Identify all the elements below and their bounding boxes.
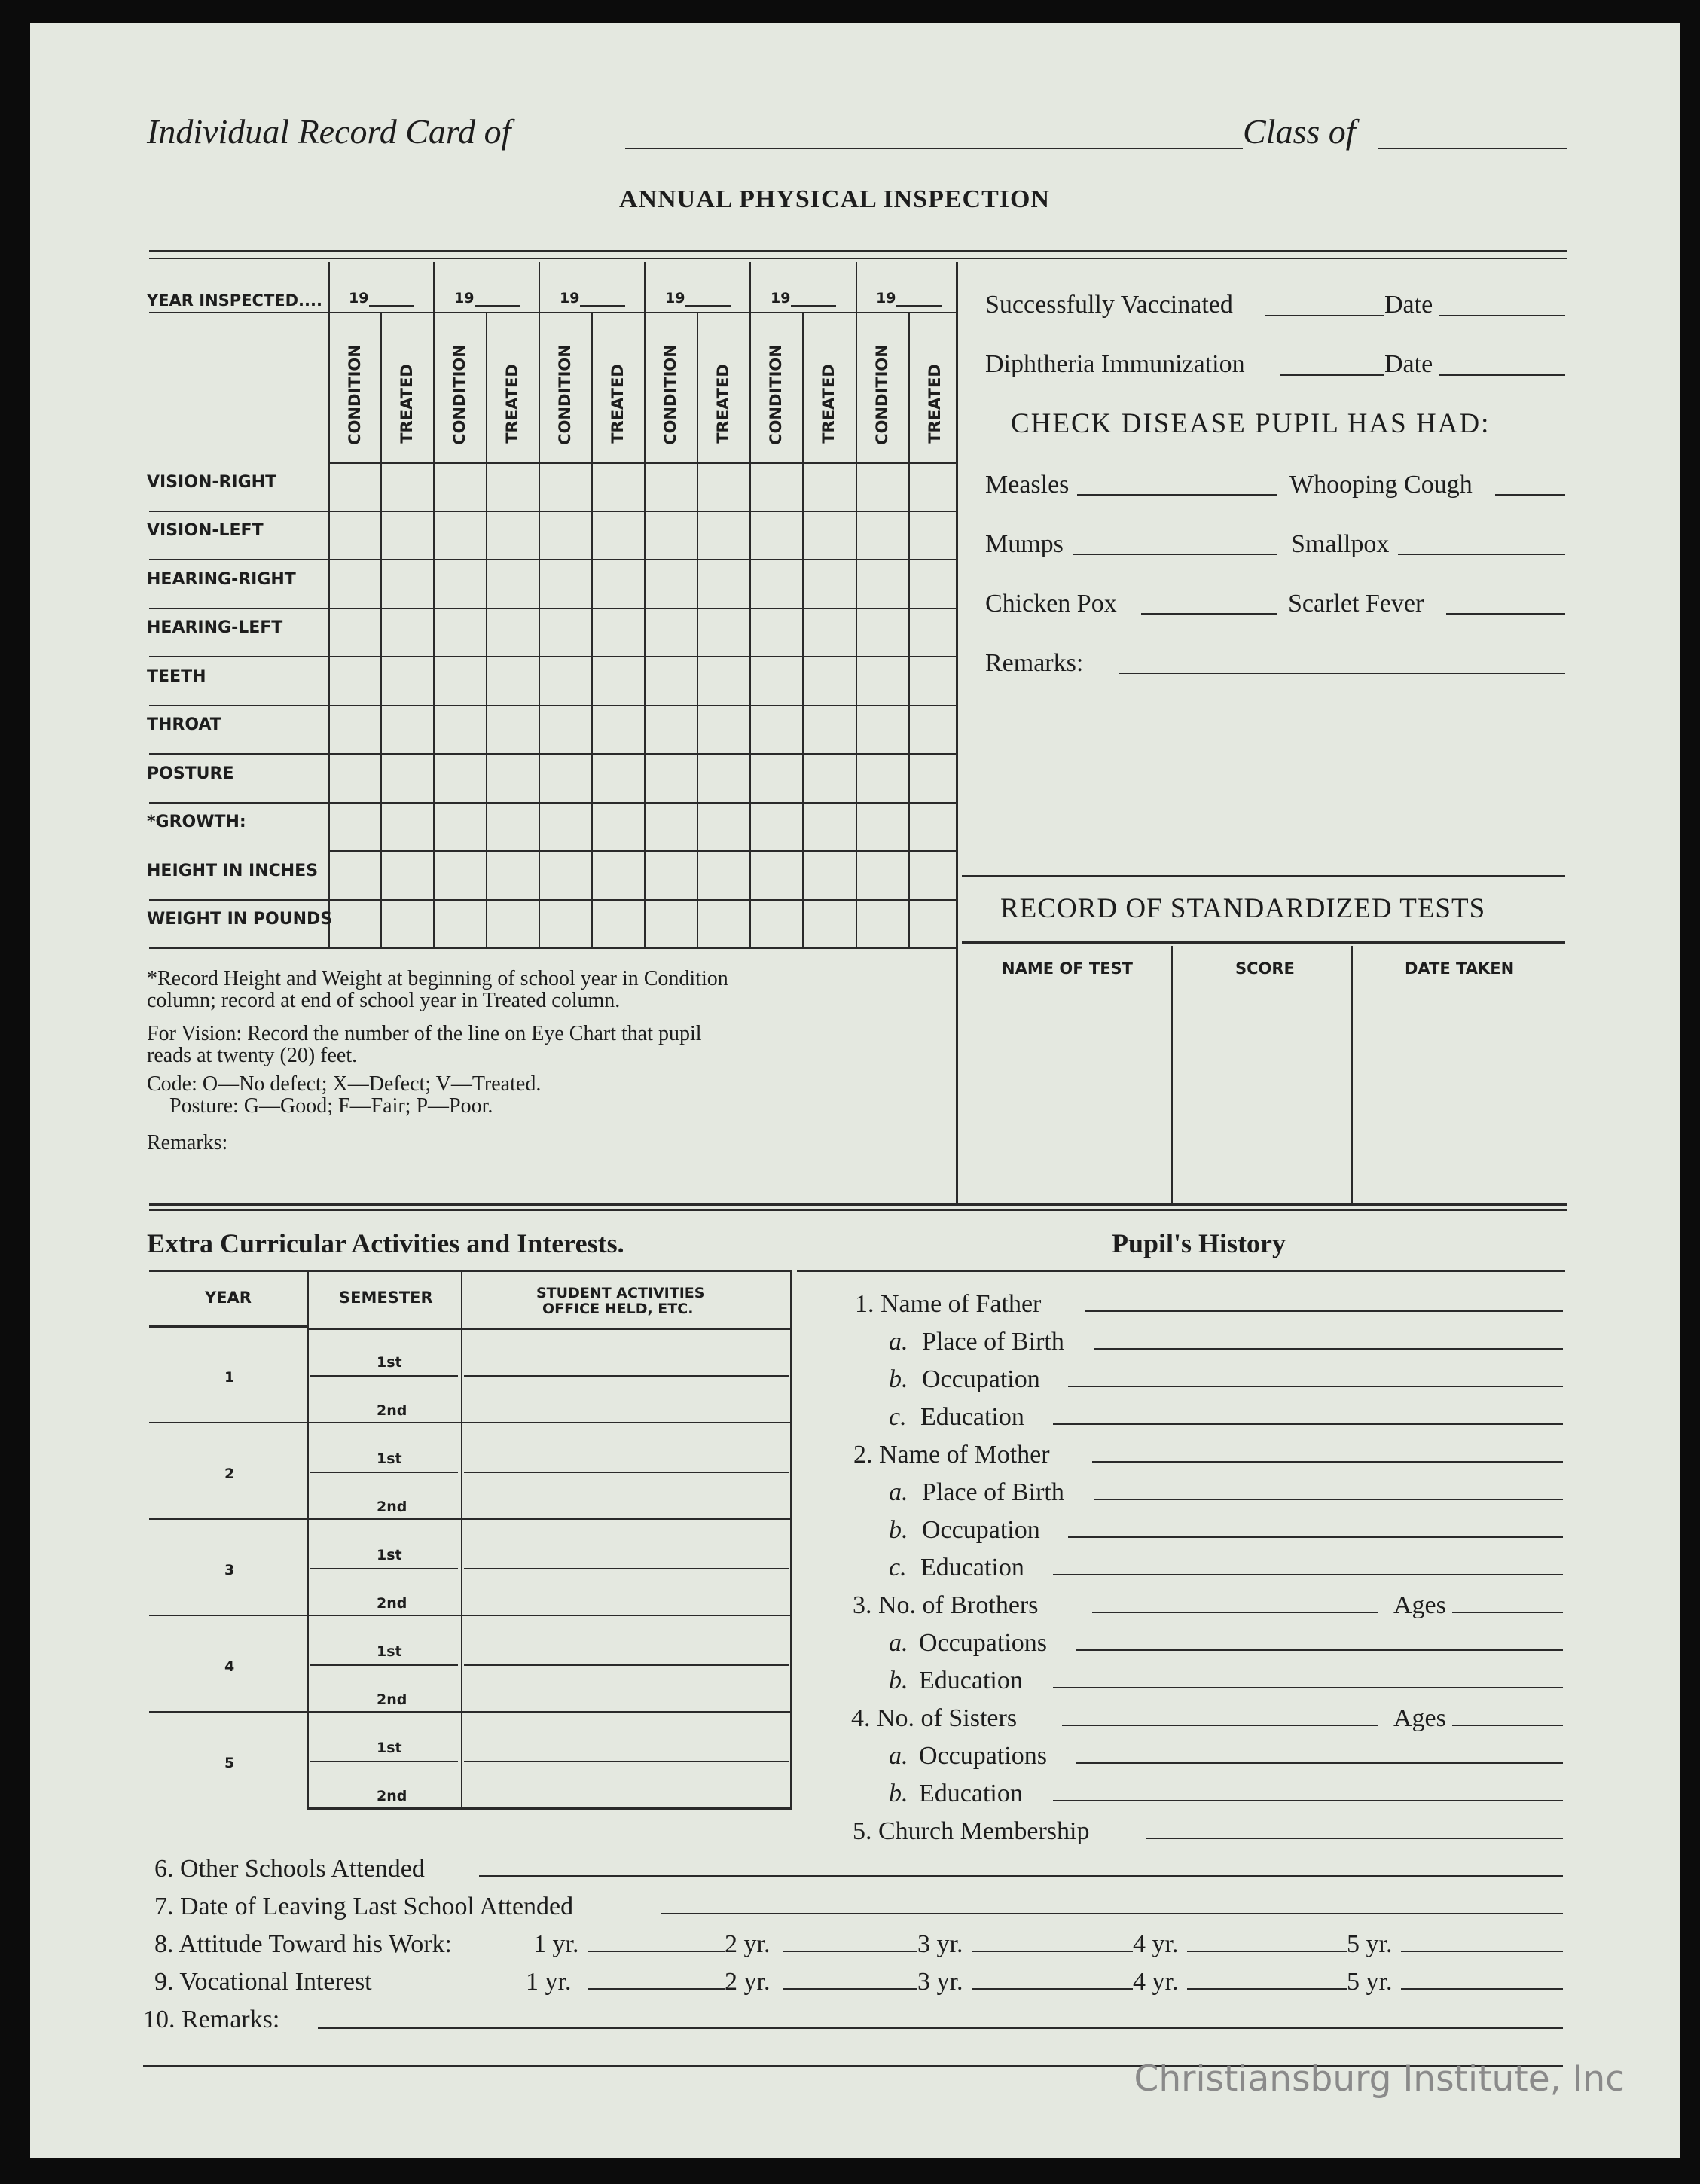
year-19-2: 19: [454, 290, 475, 307]
col-treated-3: TREATED: [609, 364, 627, 444]
activity-year-5: 5: [224, 1755, 235, 1771]
activity-field[interactable]: [464, 1664, 789, 1666]
measles-label: Measles: [985, 471, 1070, 499]
vaccinated-date-label: Date: [1384, 291, 1433, 319]
activities-vline: [790, 1271, 792, 1807]
activities-top-rule: [149, 1270, 792, 1272]
year-19-6: 19: [876, 290, 896, 307]
sem-rule: [310, 1375, 458, 1377]
other-schools-label: 6. Other Schools Attended: [154, 1855, 425, 1883]
grid-remarks-label: Remarks:: [147, 1131, 228, 1155]
diphtheria-date-label: Date: [1384, 350, 1433, 378]
health-remarks-field[interactable]: [1119, 673, 1565, 674]
grid-vline: [433, 262, 435, 947]
top-rule-2: [149, 258, 1567, 259]
father-education-label: Education: [920, 1403, 1024, 1431]
activity-sem-2nd: 2nd: [377, 1788, 407, 1804]
tests-header-rule: [962, 941, 1565, 944]
growth-note-line-2: column; record at end of school year in Treated column.: [147, 989, 621, 1012]
activity-sem-1st: 1st: [377, 1354, 402, 1371]
growth-note-line-1: *Record Height and Weight at beginning of school year in Condition: [147, 967, 728, 990]
attitude-2yr-field[interactable]: [783, 1951, 917, 1952]
activities-col-year: YEAR: [205, 1289, 252, 1307]
col-treated-1: TREATED: [398, 364, 416, 444]
tests-vline: [1351, 946, 1353, 1205]
year-field-3[interactable]: [580, 305, 625, 307]
posture-code-note: Posture: G—Good; F—Fair; P—Poor.: [169, 1094, 493, 1118]
mother-education-letter: c.: [889, 1554, 907, 1582]
attitude-5yr-field[interactable]: [1401, 1951, 1563, 1952]
year-inspected-label: YEAR INSPECTED....: [147, 291, 322, 310]
mother-field[interactable]: [1092, 1461, 1563, 1463]
grid-vline: [591, 312, 593, 947]
attitude-label: 8. Attitude Toward his Work:: [154, 1930, 453, 1958]
year-rule: [149, 1711, 790, 1713]
mid-rule: [149, 1203, 1567, 1206]
brothers-education-letter: b.: [889, 1667, 908, 1694]
tests-top-rule: [962, 875, 1565, 877]
year-rule: [149, 1615, 790, 1616]
col-condition-6: CONDITION: [873, 344, 891, 445]
brothers-occupations-field[interactable]: [1076, 1649, 1563, 1651]
father-birth-field[interactable]: [1094, 1348, 1563, 1350]
row-teeth: TEETH: [147, 667, 206, 686]
vocational-5yr: 5 yr.: [1347, 1968, 1393, 1996]
activity-field[interactable]: [464, 1568, 789, 1569]
brothers-ages-label: Ages: [1393, 1591, 1446, 1619]
col-condition-2: CONDITION: [450, 344, 468, 445]
watermark: Christiansburg Institute, Inc: [1134, 2058, 1625, 2100]
col-condition-5: CONDITION: [767, 344, 785, 445]
form-subtitle: ANNUAL PHYSICAL INSPECTION: [619, 185, 1050, 213]
tests-col-date: DATE TAKEN: [1405, 959, 1515, 978]
row-hearing-right: HEARING-RIGHT: [147, 570, 296, 589]
date-leaving-label: 7. Date of Leaving Last School Attended: [154, 1893, 574, 1920]
father-occupation-letter: b.: [889, 1365, 908, 1393]
col-treated-6: TREATED: [926, 364, 944, 444]
grid-vline: [697, 312, 698, 947]
row-rule: [149, 899, 958, 901]
row-height: HEIGHT IN INCHES: [147, 862, 319, 880]
sem-rule: [310, 1568, 458, 1569]
health-remarks-label: Remarks:: [985, 649, 1084, 677]
sisters-field[interactable]: [1062, 1725, 1378, 1726]
activity-sem-2nd: 2nd: [377, 1595, 407, 1612]
diphtheria-label: Diphtheria Immunization: [985, 350, 1245, 378]
other-schools-field[interactable]: [479, 1875, 1563, 1877]
vocational-4yr-field[interactable]: [1187, 1988, 1347, 1990]
vocational-2yr: 2 yr.: [725, 1968, 771, 1996]
year-19-3: 19: [560, 290, 580, 307]
attitude-1yr-field[interactable]: [588, 1951, 725, 1952]
vaccinated-field[interactable]: [1265, 315, 1384, 316]
activities-col-student-2: OFFICE HELD, ETC.: [542, 1301, 694, 1317]
sem-rule: [310, 1664, 458, 1666]
father-education-field[interactable]: [1053, 1423, 1563, 1425]
vision-note-line-2: reads at twenty (20) feet.: [147, 1044, 358, 1067]
sisters-occupations-letter: a.: [889, 1742, 908, 1770]
chicken-pox-field[interactable]: [1141, 613, 1277, 615]
mother-occupation-letter: b.: [889, 1516, 908, 1544]
mother-occupation-label: Occupation: [922, 1516, 1040, 1544]
center-divider: [956, 262, 958, 1205]
class-of-field-line[interactable]: [1378, 148, 1567, 149]
sisters-ages-label: Ages: [1393, 1704, 1446, 1732]
activity-field[interactable]: [464, 1472, 789, 1473]
measles-field[interactable]: [1077, 494, 1277, 496]
sisters-education-field[interactable]: [1053, 1800, 1563, 1801]
mumps-field[interactable]: [1073, 554, 1277, 555]
activities-heading: Extra Curricular Activities and Interests.: [147, 1228, 624, 1258]
father-occupation-field[interactable]: [1068, 1386, 1563, 1387]
vision-note-line-1: For Vision: Record the number of the line on Eye Chart that pupil: [147, 1022, 702, 1045]
sem-rule: [310, 1761, 458, 1762]
brothers-education-field[interactable]: [1053, 1687, 1563, 1688]
father-label: 1. Name of Father: [855, 1290, 1042, 1318]
activity-sem-2nd: 2nd: [377, 1691, 407, 1708]
activity-sem-2nd: 2nd: [377, 1499, 407, 1515]
mother-education-label: Education: [920, 1554, 1024, 1582]
row-vision-left: VISION-LEFT: [147, 521, 264, 540]
mother-birth-letter: a.: [889, 1478, 908, 1506]
date-leaving-field[interactable]: [661, 1913, 1563, 1914]
history-top-rule: [797, 1270, 1565, 1272]
row-rule: [149, 802, 958, 804]
grid-vline: [380, 312, 382, 947]
activities-header-rule-2: [307, 1328, 790, 1330]
year-field-4[interactable]: [685, 305, 731, 307]
scarlet-fever-field[interactable]: [1446, 613, 1565, 615]
header-row-rule: [328, 462, 958, 464]
church-field[interactable]: [1146, 1838, 1563, 1839]
mother-birth-label: Place of Birth: [922, 1478, 1064, 1506]
smallpox-label: Smallpox: [1291, 530, 1390, 558]
year-19-5: 19: [771, 290, 791, 307]
year-field-1[interactable]: [369, 305, 414, 307]
sisters-occupations-field[interactable]: [1076, 1762, 1563, 1764]
final-remarks-label: 10. Remarks:: [143, 2006, 280, 2033]
attitude-1yr: 1 yr.: [533, 1930, 579, 1958]
brothers-label: 3. No. of Brothers: [853, 1591, 1039, 1619]
row-rule: [149, 753, 958, 755]
activities-bottom-rule: [307, 1807, 792, 1810]
year-rule: [149, 1518, 790, 1520]
father-field[interactable]: [1085, 1310, 1563, 1312]
brothers-occupations-letter: a.: [889, 1629, 908, 1657]
scarlet-fever-label: Scarlet Fever: [1288, 590, 1424, 618]
year-19-1: 19: [349, 290, 369, 307]
activity-sem-1st: 1st: [377, 1450, 402, 1467]
row-rule: [149, 511, 958, 512]
activity-year-1: 1: [224, 1369, 235, 1386]
activity-sem-1st: 1st: [377, 1643, 402, 1660]
activity-year-4: 4: [224, 1658, 235, 1675]
row-rule: [149, 656, 958, 657]
activity-sem-1st: 1st: [377, 1740, 402, 1756]
year-row-rule: [149, 312, 958, 313]
grid-vline: [539, 262, 540, 947]
grid-vline: [802, 312, 804, 947]
tests-col-score: SCORE: [1235, 959, 1295, 978]
year-field-6[interactable]: [896, 305, 942, 307]
row-rule: [149, 705, 958, 706]
year-field-2[interactable]: [475, 305, 520, 307]
brothers-occupations-label: Occupations: [919, 1629, 1047, 1657]
row-growth: *GROWTH:: [147, 813, 246, 831]
brothers-education-label: Education: [919, 1667, 1023, 1694]
vaccinated-date-field[interactable]: [1439, 315, 1565, 316]
col-condition-1: CONDITION: [346, 344, 364, 445]
attitude-5yr: 5 yr.: [1347, 1930, 1393, 1958]
final-remarks-field[interactable]: [318, 2027, 1563, 2029]
church-label: 5. Church Membership: [853, 1817, 1090, 1845]
col-treated-5: TREATED: [819, 364, 838, 444]
father-education-letter: c.: [889, 1403, 907, 1431]
sisters-occupations-label: Occupations: [919, 1742, 1047, 1770]
brothers-ages-field[interactable]: [1452, 1612, 1563, 1613]
activity-year-2: 2: [224, 1466, 235, 1482]
mid-rule-2: [149, 1209, 1567, 1211]
vocational-3yr-field[interactable]: [972, 1988, 1133, 1990]
row-rule: [149, 559, 958, 560]
activities-col-semester: SEMESTER: [339, 1289, 433, 1307]
row-rule: [328, 850, 958, 852]
father-occupation-label: Occupation: [922, 1365, 1040, 1393]
activities-vline: [307, 1271, 309, 1807]
vocational-label: 9. Vocational Interest: [154, 1968, 372, 1996]
grid-vline: [328, 262, 330, 947]
tests-heading: RECORD OF STANDARDIZED TESTS: [1000, 893, 1486, 924]
card-title: Individual Record Card of: [147, 112, 511, 151]
activities-vline: [461, 1271, 462, 1807]
activity-sem-1st: 1st: [377, 1547, 402, 1563]
sisters-label: 4. No. of Sisters: [851, 1704, 1018, 1732]
mumps-label: Mumps: [985, 530, 1064, 558]
sem-rule: [310, 1472, 458, 1473]
activity-field[interactable]: [464, 1375, 789, 1377]
attitude-2yr: 2 yr.: [725, 1930, 771, 1958]
row-rule: [149, 947, 958, 949]
vocational-4yr: 4 yr.: [1133, 1968, 1179, 1996]
history-heading: Pupil's History: [1112, 1228, 1286, 1258]
row-posture: POSTURE: [147, 764, 234, 783]
activities-header-rule: [149, 1325, 307, 1328]
vocational-1yr-field[interactable]: [588, 1988, 725, 1990]
father-birth-letter: a.: [889, 1328, 908, 1356]
chicken-pox-label: Chicken Pox: [985, 590, 1117, 618]
row-rule: [149, 608, 958, 609]
smallpox-field[interactable]: [1398, 554, 1565, 555]
name-field-line[interactable]: [625, 148, 1243, 149]
diphtheria-date-field[interactable]: [1439, 374, 1565, 376]
vocational-3yr: 3 yr.: [917, 1968, 963, 1996]
diphtheria-field[interactable]: [1280, 374, 1384, 376]
grid-vline: [644, 262, 646, 947]
row-hearing-left: HEARING-LEFT: [147, 618, 283, 637]
mother-birth-field[interactable]: [1094, 1499, 1563, 1500]
activity-year-3: 3: [224, 1562, 235, 1579]
attitude-3yr: 3 yr.: [917, 1930, 963, 1958]
top-rule: [149, 250, 1567, 252]
vaccinated-label: Successfully Vaccinated: [985, 291, 1233, 319]
brothers-field[interactable]: [1092, 1612, 1378, 1613]
attitude-4yr-field[interactable]: [1187, 1951, 1347, 1952]
activity-field[interactable]: [464, 1761, 789, 1762]
grid-vline: [908, 312, 910, 947]
mother-education-field[interactable]: [1053, 1574, 1563, 1575]
col-treated-2: TREATED: [503, 364, 521, 444]
year-19-4: 19: [665, 290, 685, 307]
row-vision-right: VISION-RIGHT: [147, 473, 277, 492]
mother-occupation-field[interactable]: [1068, 1536, 1563, 1538]
activity-sem-2nd: 2nd: [377, 1402, 407, 1419]
check-disease-heading: CHECK DISEASE PUPIL HAS HAD:: [1011, 408, 1491, 439]
col-condition-3: CONDITION: [556, 344, 574, 445]
tests-col-name: NAME OF TEST: [1002, 959, 1134, 978]
grid-vline: [486, 312, 487, 947]
whooping-cough-field[interactable]: [1495, 494, 1565, 496]
sisters-education-label: Education: [919, 1780, 1023, 1807]
grid-vline: [856, 262, 857, 947]
attitude-4yr: 4 yr.: [1133, 1930, 1179, 1958]
vocational-1yr: 1 yr.: [526, 1968, 572, 1996]
vocational-2yr-field[interactable]: [783, 1988, 917, 1990]
whooping-cough-label: Whooping Cough: [1289, 471, 1473, 499]
sisters-ages-field[interactable]: [1452, 1725, 1563, 1726]
row-throat: THROAT: [147, 715, 221, 734]
vocational-5yr-field[interactable]: [1401, 1988, 1563, 1990]
attitude-3yr-field[interactable]: [972, 1951, 1133, 1952]
activities-col-student-1: STUDENT ACTIVITIES: [536, 1285, 705, 1301]
mother-label: 2. Name of Mother: [853, 1441, 1050, 1469]
grid-vline: [749, 262, 751, 947]
year-field-5[interactable]: [791, 305, 836, 307]
col-treated-4: TREATED: [714, 364, 732, 444]
row-weight: WEIGHT IN POUNDS: [147, 910, 333, 929]
year-rule: [149, 1422, 790, 1423]
father-birth-label: Place of Birth: [922, 1328, 1064, 1356]
code-note: Code: O—No defect; X—Defect; V—Treated.: [147, 1072, 542, 1096]
col-condition-4: CONDITION: [661, 344, 679, 445]
class-of-label: Class of: [1243, 112, 1356, 151]
tests-vline: [1171, 946, 1173, 1205]
sisters-education-letter: b.: [889, 1780, 908, 1807]
